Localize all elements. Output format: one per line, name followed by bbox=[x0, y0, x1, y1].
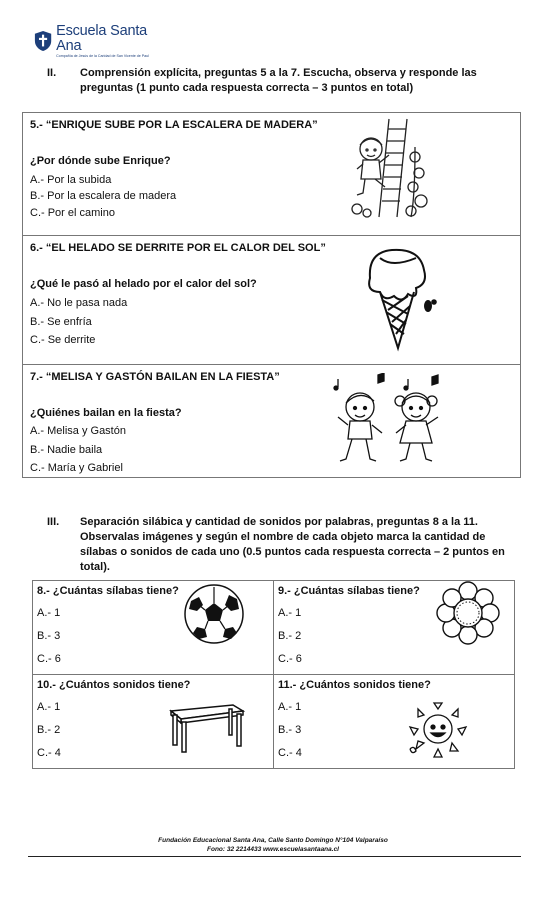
option-a[interactable]: A.- 1 bbox=[37, 607, 61, 619]
comprehension-table bbox=[22, 112, 521, 478]
question-text: ¿Quiénes bailan en la fiesta? bbox=[30, 407, 182, 419]
option-a[interactable]: A.- Por la subida bbox=[30, 174, 112, 186]
option-c[interactable]: C.- 4 bbox=[278, 747, 302, 759]
section-line-1: Comprensión explícita, preguntas 5 a la 7. Escucha, observa y responde las bbox=[80, 67, 477, 79]
soccer-ball-icon bbox=[183, 583, 245, 645]
footer-contact: Fono: 32 2214433 www.escuelasantaana.cl bbox=[207, 846, 339, 853]
section-line-1: Separación silábica y cantidad de sonidos por palabras, preguntas 8 a la 11. bbox=[80, 516, 478, 528]
option-a[interactable]: A.- 1 bbox=[278, 607, 302, 619]
melting-ice-cream-icon bbox=[358, 244, 438, 354]
option-a[interactable]: A.- 1 bbox=[37, 701, 61, 713]
section-line-3: sílabas o sonidos de cada uno (0.5 puntos cada respuesta correcta – 2 puntos en bbox=[80, 546, 505, 558]
school-logo bbox=[34, 22, 164, 58]
question-text: ¿Por dónde sube Enrique? bbox=[30, 155, 171, 167]
option-b[interactable]: B.- 3 bbox=[37, 630, 61, 642]
question-row-6 bbox=[23, 236, 520, 365]
table-icon bbox=[163, 701, 247, 755]
option-c[interactable]: C.- 6 bbox=[37, 653, 61, 665]
question-cell-10 bbox=[33, 675, 274, 769]
option-b[interactable]: B.- Por la escalera de madera bbox=[30, 190, 177, 202]
boy-climbing-ladder-icon bbox=[345, 117, 435, 222]
option-c[interactable]: C.- 6 bbox=[278, 653, 302, 665]
section-line-2: Observalas imágenes y según el nombre de cada objeto marca la cantidad de bbox=[80, 531, 486, 543]
question-cell-11 bbox=[274, 675, 515, 769]
option-c[interactable]: C.- 4 bbox=[37, 747, 61, 759]
option-a[interactable]: A.- No le pasa nada bbox=[30, 297, 128, 309]
option-b[interactable]: B.- 3 bbox=[278, 724, 302, 736]
dancing-children-icon bbox=[330, 373, 450, 471]
question-title: 8.- ¿Cuántas sílabas tiene? bbox=[37, 585, 179, 597]
section-line-2: preguntas (1 punto cada respuesta correcta – 3 puntos en total) bbox=[80, 82, 414, 94]
option-b[interactable]: B.- 2 bbox=[37, 724, 61, 736]
option-b[interactable]: B.- 2 bbox=[278, 630, 302, 642]
section-3-heading bbox=[47, 515, 517, 577]
footer-address: Fundación Educacional Santa Ana, Calle Santo Domingo N°104 Valparaíso bbox=[158, 837, 388, 844]
option-c[interactable]: C.- Por el camino bbox=[30, 207, 115, 219]
option-c[interactable]: C.- María y Gabriel bbox=[30, 462, 123, 474]
option-b[interactable]: B.- Se enfría bbox=[30, 316, 92, 328]
footer-divider bbox=[28, 856, 521, 857]
option-a[interactable]: A.- Melisa y Gastón bbox=[30, 425, 126, 437]
question-row-5 bbox=[23, 113, 520, 236]
flower-icon bbox=[436, 581, 500, 645]
question-cell-9 bbox=[274, 581, 515, 675]
section-2-heading bbox=[47, 66, 517, 98]
question-row-7 bbox=[23, 365, 520, 477]
section-number: II. bbox=[47, 67, 57, 79]
question-title: 10.- ¿Cuántos sonidos tiene? bbox=[37, 679, 191, 691]
question-cell-8 bbox=[33, 581, 274, 675]
question-title: 5.- “ENRIQUE SUBE POR LA ESCALERA DE MADERA” bbox=[30, 119, 318, 131]
section-number: III. bbox=[47, 516, 60, 528]
question-title: 7.- “MELISA Y GASTÓN BAILAN EN LA FIESTA” bbox=[30, 371, 280, 383]
option-c[interactable]: C.- Se derrite bbox=[30, 334, 96, 346]
question-text: ¿Qué le pasó al helado por el calor del sol? bbox=[30, 278, 257, 290]
school-name: Escuela Santa Ana bbox=[56, 22, 148, 54]
school-tagline: Compañía de Jesús de la Caridad de San Vicente de Paul bbox=[56, 53, 149, 58]
syllables-table bbox=[32, 580, 515, 769]
question-title: 11.- ¿Cuántos sonidos tiene? bbox=[278, 679, 431, 691]
shield-cross-icon bbox=[34, 29, 52, 53]
section-line-4: total). bbox=[80, 561, 110, 573]
question-title: 9.- ¿Cuántas sílabas tiene? bbox=[278, 585, 420, 597]
question-title: 6.- “EL HELADO SE DERRITE POR EL CALOR DEL SOL” bbox=[30, 242, 326, 254]
sun-icon bbox=[404, 699, 468, 763]
option-b[interactable]: B.- Nadie baila bbox=[30, 444, 103, 456]
option-a[interactable]: A.- 1 bbox=[278, 701, 302, 713]
